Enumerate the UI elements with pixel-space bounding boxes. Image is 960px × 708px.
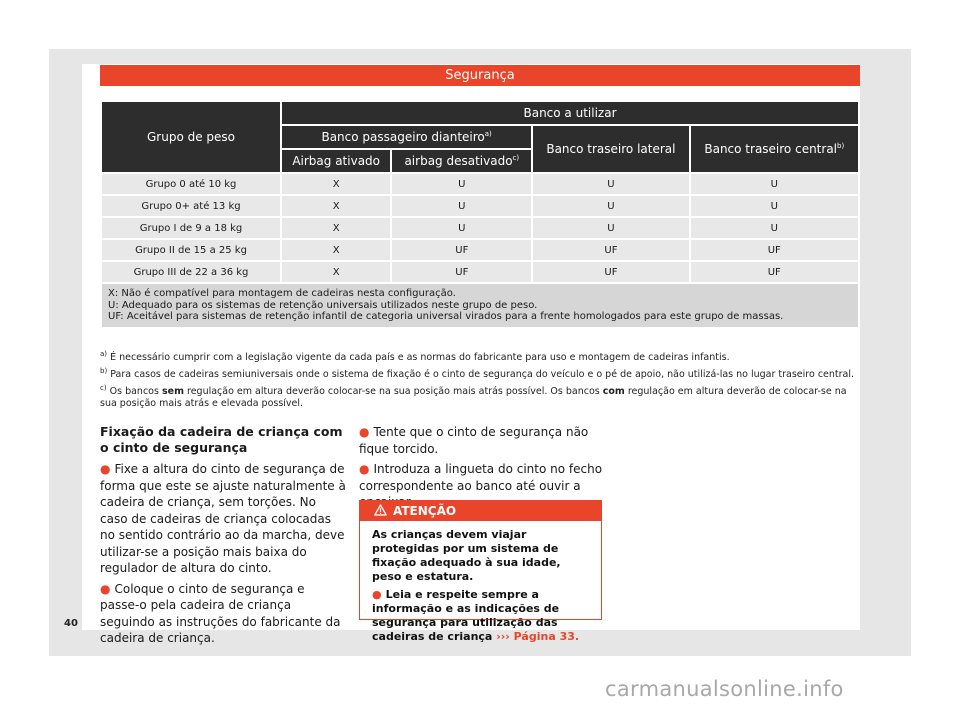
table-cell: X bbox=[282, 196, 390, 216]
warning-box bbox=[359, 500, 602, 643]
bullet-icon: ● bbox=[100, 581, 111, 596]
weight-group-cell: Grupo III de 22 a 36 kg bbox=[102, 262, 280, 282]
bullet-icon: ● bbox=[359, 425, 370, 439]
legend-uf: UF: Aceitável para sistemas de retenção infantil de categoria universal virados para a frente homologados para este grupo de massas. bbox=[108, 311, 784, 322]
weight-group-header: Grupo de peso bbox=[102, 102, 280, 172]
airbag-on-header: Airbag ativado bbox=[282, 150, 390, 172]
footnote-b: $^{b)}$ Para casos de cadeiras semiuniversais onde o sistema de fixação é o cinto de segurança do veículo e o pé de apoio, não utilizá-las no lugar traseiro central. bbox=[100, 367, 855, 381]
table-legend-row bbox=[102, 284, 858, 327]
warning-body bbox=[360, 521, 601, 644]
list-item: ● Tente que o cinto de segurança não fique torcido. bbox=[359, 425, 589, 456]
table-cell: U bbox=[392, 218, 531, 238]
weight-group-cell: Grupo 0 até 10 kg bbox=[102, 174, 280, 194]
warning-header: ATENÇÃO bbox=[360, 501, 601, 521]
table-row bbox=[102, 240, 858, 260]
table-cell: U bbox=[392, 196, 531, 216]
table-cell: UF bbox=[533, 262, 688, 282]
left-column bbox=[100, 424, 346, 651]
legend-x: X: Não é compatível para montagem de cadeiras nesta configuração. bbox=[108, 288, 456, 299]
table-cell: U bbox=[533, 218, 688, 238]
table-cell: U bbox=[691, 174, 858, 194]
table-cell: U bbox=[691, 218, 858, 238]
child-seat-table bbox=[100, 100, 860, 329]
table-cell: U bbox=[533, 174, 688, 194]
table-row bbox=[102, 262, 858, 282]
page-link[interactable]: ››› Página 33. bbox=[496, 630, 580, 643]
bullet-icon: ● bbox=[100, 462, 111, 476]
bullet-icon: ● bbox=[372, 588, 382, 601]
table-cell: X bbox=[282, 262, 390, 282]
legend-u: U: Adequado para os sistemas de retenção universais utilizados neste grupo de peso. bbox=[108, 299, 538, 311]
seat-to-use-header: Banco a utilizar bbox=[282, 102, 858, 124]
table-cell: X bbox=[282, 218, 390, 238]
page-number: 40 bbox=[64, 618, 78, 629]
table-cell: UF bbox=[691, 262, 858, 282]
warning-bullet: ● Leia e respeite sempre a informação e as indicações de segurança para utilização das cadeiras de criança ››› Página 33. bbox=[372, 588, 580, 643]
section-banner: Segurança bbox=[100, 65, 860, 86]
list-item: ● Introduza a lingueta do cinto no fecho correspondente ao banco até ouvir a bbox=[359, 462, 603, 493]
warning-text: As crianças devem viajar protegidas por um sistema de fixação adequado à sua idade, peso e estatura. bbox=[372, 528, 561, 583]
table-row bbox=[102, 196, 858, 216]
table-cell: X bbox=[282, 174, 390, 194]
rear-side-header: Banco traseiro lateral bbox=[533, 126, 688, 172]
table-cell: UF bbox=[533, 240, 688, 260]
airbag-off-header: airbag desativado$^{c)}$ bbox=[392, 150, 531, 172]
weight-group-cell: Grupo II de 15 a 25 kg bbox=[102, 240, 280, 260]
warning-triangle-icon bbox=[374, 504, 387, 516]
table-cell: U bbox=[392, 174, 531, 194]
weight-group-cell: Grupo 0+ até 13 kg bbox=[102, 196, 280, 216]
table-cell: U bbox=[533, 196, 688, 216]
bullet-icon: ● bbox=[359, 462, 370, 476]
table-row bbox=[102, 218, 858, 238]
table-cell: X bbox=[282, 240, 390, 260]
table-cell: UF bbox=[392, 262, 531, 282]
table-cell: UF bbox=[392, 240, 531, 260]
footnote-c: $^{c)}$ Os bancos sem regulação em altura deverão colocar-se na sua posição mais atrás possível. Os bancos com regulação em altura deverão de colocar-se na sua posição mais atrás e elevada possível. bbox=[100, 384, 847, 410]
table-row bbox=[102, 174, 858, 194]
table-cell: UF bbox=[691, 240, 858, 260]
list-item: ● Coloque o cinto de segurança e passe-o pela cadeira de criança seguindo as instruções do fabricante da cadeira de criança. bbox=[100, 581, 341, 645]
footnote-a: $^{a)}$ É necessário cumprir com a legislação vigente da cada país e as normas do fabricante para uso e montagem de cadeiras infantis. bbox=[100, 350, 730, 364]
table-cell: U bbox=[691, 196, 858, 216]
rear-center-header: Banco traseiro central$^{b)}$ bbox=[691, 126, 858, 172]
weight-group-cell: Grupo I de 9 a 18 kg bbox=[102, 218, 280, 238]
list-item: ● Fixe a altura do cinto de segurança de forma que este se ajuste naturalmente à cadeira de criança, sem torções. No caso de cadeiras de criança colocadas no sentido contrário ao da marcha, deve utilizar-se a posição mais baixa do regulador de altura do cinto. bbox=[100, 462, 346, 575]
watermark: carmanualsonline.info bbox=[605, 677, 844, 701]
front-passenger-header: Banco passageiro dianteiro$^{a)}$ bbox=[282, 126, 531, 148]
section-heading: Fixação da cadeira de criança com o cinto de segurança bbox=[100, 424, 343, 455]
table-legend bbox=[102, 284, 858, 327]
